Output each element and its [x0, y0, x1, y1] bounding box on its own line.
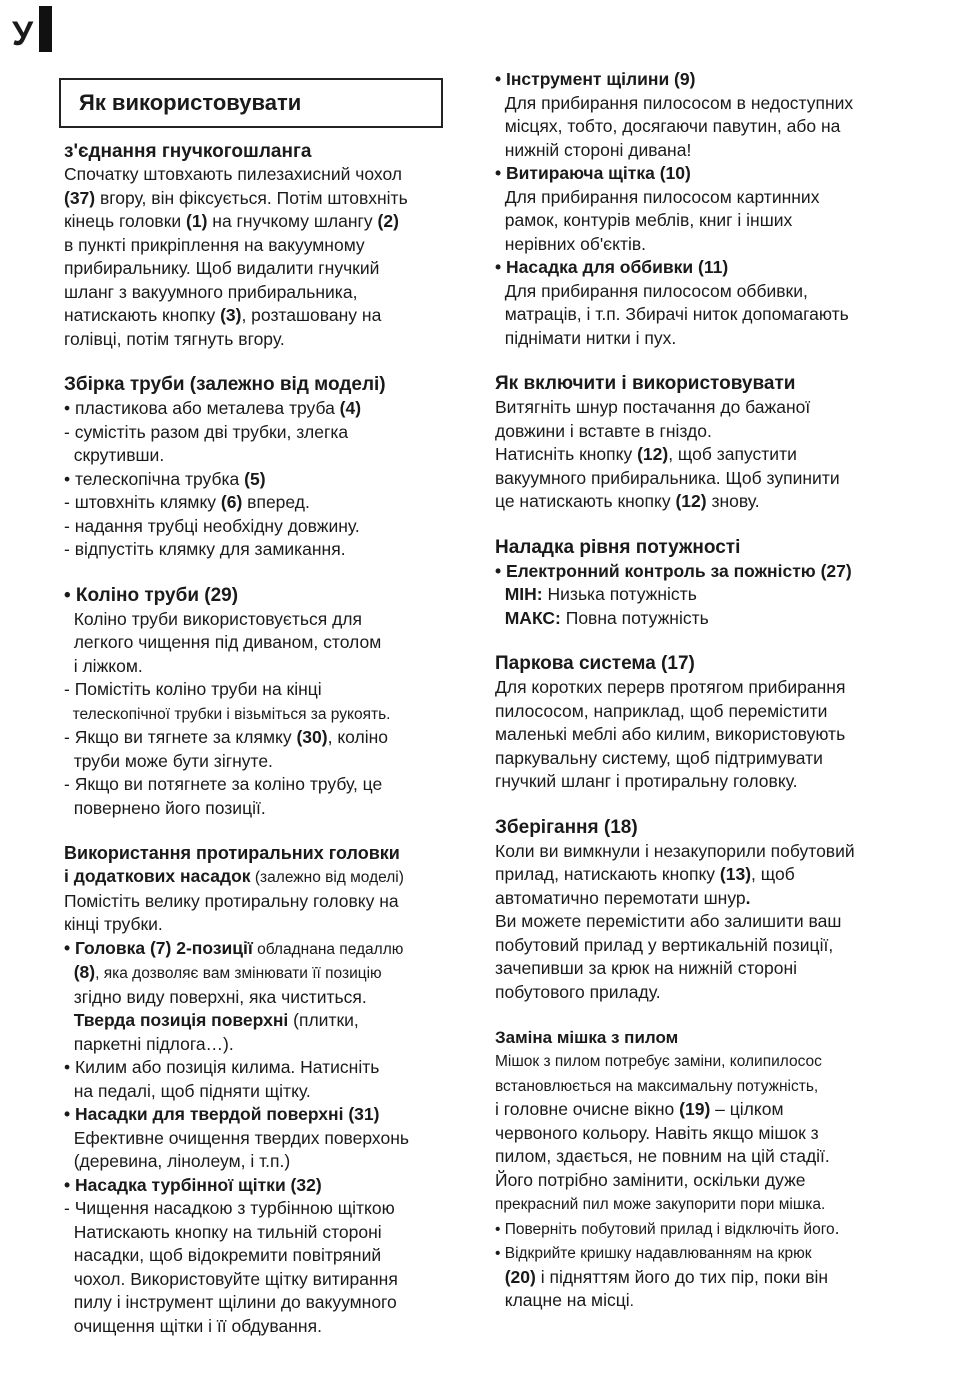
- bold-text: (20): [504, 1266, 536, 1287]
- section-storage: [495, 816, 915, 1005]
- text-line: [495, 1049, 915, 1074]
- text: прекрасний пил може закупорити пори мішка.: [495, 1196, 826, 1213]
- text: паркетні підлога…).: [64, 1033, 234, 1054]
- text: [64, 962, 74, 982]
- text: , яка дозволяє вам змінювати її позицію: [95, 965, 382, 982]
- text: [495, 608, 505, 628]
- text: насадки, щоб відокремити повітряний: [64, 1245, 382, 1265]
- text: , щоб: [751, 864, 795, 884]
- text: - Помістіть коліно труби на кінці: [64, 679, 322, 699]
- section-bag: [495, 1026, 915, 1314]
- text: натискають кнопку: [64, 305, 221, 325]
- left-column: [64, 140, 459, 1360]
- text-line: [64, 608, 459, 632]
- text-line: [495, 957, 915, 981]
- section-body: [64, 865, 459, 1338]
- bold-text: Тверда позиція поверхні: [64, 1010, 289, 1030]
- section-parking: [495, 652, 915, 794]
- text: нерівних об'єктів.: [495, 233, 647, 254]
- text: пилососом, наприклад, щоб перемістити: [495, 700, 828, 721]
- right-column: [495, 68, 915, 1336]
- text: і підняттям його до тих пір, поки він: [535, 1266, 829, 1287]
- text-line: [495, 162, 915, 186]
- language-letter: У: [12, 15, 34, 53]
- text: , щоб запустити: [668, 444, 797, 464]
- section-tube: [64, 373, 459, 562]
- text: паркувальну систему, щоб підтримувати: [495, 747, 823, 768]
- text-line: [64, 1056, 459, 1080]
- text: знову.: [706, 491, 760, 511]
- text: скрутивши.: [64, 445, 165, 465]
- text-line: [64, 1268, 459, 1292]
- text-line: [64, 655, 459, 679]
- page-title: Як використовувати: [79, 90, 302, 115]
- text-line: [64, 797, 459, 821]
- text-line: [495, 1241, 915, 1266]
- text-line: [495, 934, 915, 958]
- text: Для прибирання пилососом оббивки,: [495, 280, 808, 301]
- text: Для прибирання пилососом картинних: [495, 186, 820, 207]
- text: Витягніть шнур постачання до бажаної: [495, 397, 811, 417]
- text-line: [495, 863, 915, 887]
- text-line: [495, 139, 915, 163]
- text: , розташовану на: [241, 305, 382, 325]
- text-line: [64, 1033, 459, 1057]
- bold-text: (19): [679, 1099, 711, 1119]
- text: легкого чищення під диваном, столом: [64, 632, 382, 652]
- text: • Килим або позиція килима. Натисніть: [64, 1057, 380, 1077]
- text: Для прибирання пилососом в недоступних: [495, 92, 854, 113]
- bold-text: • Насадка для оббивки (11): [495, 257, 729, 277]
- text: на педалі, щоб підняти щітку.: [64, 1080, 311, 1101]
- text: , коліно: [327, 727, 389, 747]
- text: вгору, він фіксується. Потім штовхніть: [95, 187, 408, 208]
- section-body: [495, 1049, 915, 1314]
- text-line: [495, 443, 915, 467]
- section-body: [64, 608, 459, 821]
- text: - Якщо ви потягнете за коліно трубу, це: [64, 774, 383, 794]
- bold-text: (37): [64, 187, 96, 208]
- language-marker: [12, 14, 52, 52]
- section-heading: Заміна мішка з пилом: [495, 1028, 679, 1047]
- text-line: [64, 538, 459, 562]
- text: (деревина, лінолеум, і т.п.): [64, 1151, 291, 1171]
- text-line: [64, 444, 459, 468]
- bold-text: МАКС:: [504, 607, 561, 628]
- page-title-box: [59, 78, 443, 128]
- text-line: [495, 747, 915, 771]
- text: побутового приладу.: [495, 981, 661, 1002]
- text: Коліно труби використовується для: [64, 608, 362, 629]
- text-line: [64, 234, 459, 258]
- text: матраців, і т.п. Збирачі ниток допомагають: [495, 304, 849, 324]
- section-body: [64, 397, 459, 562]
- section-hose: [64, 140, 459, 351]
- text-line: [495, 676, 915, 700]
- text-line: [64, 163, 459, 187]
- text: місцях, тобто, досягаючи павутин, або на: [495, 116, 841, 136]
- bold-text: (8): [73, 962, 96, 982]
- text: Для коротких перерв протягом прибирання: [495, 677, 846, 697]
- text-line: [495, 583, 915, 607]
- text: повернено його позиції.: [64, 797, 266, 818]
- text: пилу і інструмент щілини до вакуумного: [64, 1292, 397, 1312]
- section-heading: з'єднання гнучкогошланга: [64, 141, 312, 162]
- text-line: [495, 92, 915, 116]
- text-line: [495, 1122, 915, 1146]
- bold-text: (12): [637, 444, 669, 464]
- section-heading: Як включити і використовувати: [495, 373, 796, 394]
- text-line: [64, 1221, 459, 1245]
- section-heading: Зберігання (18): [495, 816, 638, 838]
- text-line: [495, 770, 915, 794]
- text-line: [495, 560, 915, 584]
- text: обладнана педаллю: [252, 940, 404, 958]
- section-tools: [495, 68, 915, 350]
- section-body: [495, 68, 915, 350]
- text-line: [64, 421, 459, 445]
- text-line: [495, 1145, 915, 1169]
- text: • Поверніть побутовий прилад і відключіть його: [495, 1220, 835, 1238]
- text-line: [64, 986, 459, 1010]
- text-line: [64, 1080, 459, 1104]
- text: - надання трубці необхідну довжину.: [64, 515, 360, 536]
- text: на гнучкому шлангу: [207, 211, 378, 231]
- text-line: [495, 233, 915, 257]
- text-line: [495, 700, 915, 724]
- text-line: [495, 186, 915, 210]
- text-line: [64, 187, 459, 211]
- text: зачепивши за крюк на нижній стороні: [495, 958, 798, 978]
- text: - Чищення насадкою з турбінною щіткою: [64, 1198, 395, 1218]
- text-line: [64, 678, 459, 702]
- text-line: [495, 420, 915, 444]
- text-line: [64, 937, 459, 962]
- section-body: [495, 676, 915, 794]
- text: очищення щітки і її обдування.: [64, 1315, 322, 1336]
- bold-text: МІН:: [504, 584, 543, 604]
- text: кінець головки: [64, 211, 187, 231]
- text: • Відкрийте кришку надавлюванням на крюк: [495, 1245, 812, 1262]
- section-body: [64, 163, 459, 351]
- text: рамок, контурів меблів, книг і інших: [495, 210, 793, 230]
- text-line: [495, 910, 915, 934]
- text: телескопічної трубки і візьміться за рукоять.: [64, 705, 391, 723]
- text-line: [495, 1266, 915, 1290]
- section-heading: Паркова система (17): [495, 653, 695, 674]
- section-body: [495, 396, 915, 514]
- text: червоного кольору. Навіть якщо мішок з: [495, 1122, 819, 1143]
- text-line: [64, 1197, 459, 1221]
- text: прибиральнику. Щоб видалити гнучкий: [64, 258, 380, 278]
- text-line: [64, 1174, 459, 1198]
- text-line: [495, 396, 915, 420]
- text: прилад, натискають кнопку: [495, 864, 720, 884]
- bold-text: • Електронний контроль за пожністю (27): [495, 560, 852, 581]
- text-line: [64, 515, 459, 539]
- text-line: [495, 467, 915, 491]
- text-line: [495, 68, 915, 92]
- text: труби може бути зігнуте.: [64, 750, 273, 771]
- text-line: [495, 1192, 915, 1217]
- text: згідно виду поверхні, яка чиститься.: [64, 986, 367, 1007]
- text: Натисніть кнопку: [495, 444, 638, 464]
- text-line: [64, 1127, 459, 1151]
- bold-text: • Інструмент щілини (9): [495, 69, 696, 89]
- bold-text: (6): [220, 492, 243, 512]
- text: шланг з вакуумного прибиральника,: [64, 281, 358, 302]
- text-line: [64, 865, 459, 890]
- text: [495, 1267, 505, 1287]
- language-bar: [39, 6, 52, 52]
- bold-text: (2): [377, 211, 399, 231]
- text: Помістіть велику протиральну головку на: [64, 890, 399, 911]
- text-line: [64, 961, 459, 986]
- text: • телескопічна трубка: [64, 468, 245, 489]
- text: гнучкий шланг і протиральну головку.: [495, 771, 798, 791]
- bold-text: • Витираюча щітка (10): [495, 163, 691, 183]
- bold-text: (3): [220, 305, 242, 325]
- bold-text: (13): [719, 864, 752, 884]
- text-line: [495, 981, 915, 1005]
- bold-text: (30): [296, 727, 328, 747]
- section-body: [495, 560, 915, 631]
- text: кінці трубки.: [64, 914, 163, 934]
- text: нижній стороні дивана!: [495, 139, 692, 160]
- text-line: [64, 1291, 459, 1315]
- text: .: [629, 1293, 634, 1310]
- section-switch: [495, 372, 915, 514]
- text-line: [495, 327, 915, 351]
- text-line: [64, 750, 459, 774]
- text-line: [495, 280, 915, 304]
- text-line: [64, 726, 459, 750]
- text: Повна потужність: [560, 607, 709, 628]
- text-line: [495, 256, 915, 280]
- text-line: [495, 723, 915, 747]
- text-line: [64, 890, 459, 914]
- text-line: [64, 773, 459, 797]
- text: - штовхніть клямку: [64, 492, 221, 512]
- text: це натискають кнопку: [495, 491, 676, 511]
- text-line: [64, 304, 459, 328]
- text: .: [834, 1217, 840, 1238]
- bold-text: (5): [244, 468, 266, 489]
- text: - сумістіть разом дві трубки, злегка: [64, 421, 349, 442]
- text-line: [64, 328, 459, 352]
- text-line: [64, 1315, 459, 1339]
- section-heading: Збірка труби (залежно від моделі): [64, 374, 386, 395]
- text-line: [495, 303, 915, 327]
- text: в пункті прикріплення на вакуумному: [64, 234, 365, 255]
- text: Спочатку штовхають пилезахисний чохол: [64, 164, 403, 184]
- text-line: [495, 490, 915, 514]
- text-line: [64, 1103, 459, 1127]
- text: автоматично перемотати шнур: [495, 887, 746, 908]
- text: Його потрібно замінити, оскільки дуже: [495, 1169, 806, 1190]
- text: (залежно від моделі): [250, 869, 404, 886]
- text: встановлюється на максимальну потужність,: [495, 1077, 819, 1095]
- text-line: [64, 397, 459, 421]
- text: і головне очисне вікно: [495, 1099, 680, 1119]
- text-line: [495, 607, 915, 631]
- text-line: [64, 913, 459, 937]
- text-line: [495, 840, 915, 864]
- text-line: [64, 210, 459, 234]
- text: піднімати нитки і пух.: [495, 327, 677, 348]
- bold-text: • Головка (7) 2-позиції: [64, 937, 253, 958]
- text: вакуумного прибиральника. Щоб зупинити: [495, 467, 840, 488]
- text: (плитки,: [288, 1010, 359, 1030]
- text: Ви можете перемістити або залишити ваш: [495, 911, 842, 931]
- section-heading: Наладка рівня потужності: [495, 536, 741, 558]
- text-line: [495, 887, 915, 911]
- text: Мішок з пилом потребує заміни, колипилосос: [495, 1053, 822, 1070]
- text: Ефективне очищення твердих поверхонь: [64, 1127, 409, 1148]
- text-line: [64, 702, 459, 727]
- text: • пластикова або металева труба: [64, 398, 340, 418]
- section-heads: [64, 842, 459, 1338]
- text-line: [64, 257, 459, 281]
- text: і ліжком.: [64, 655, 143, 676]
- text-line: [495, 1098, 915, 1122]
- text: маленькі меблі або килим, використовують: [495, 724, 846, 744]
- text-line: [64, 631, 459, 655]
- section-power: [495, 536, 915, 631]
- text: Коли ви вимкнули і незакупорили побутовий: [495, 840, 855, 861]
- section-body: [495, 840, 915, 1005]
- text: – цілком: [710, 1099, 784, 1119]
- text-line: [495, 1289, 915, 1314]
- text: чохол. Використовуйте щітку витирання: [64, 1268, 398, 1289]
- text-line: [64, 1009, 459, 1033]
- text-line: [64, 468, 459, 492]
- section-heading: Використання протиральних головки: [64, 843, 400, 863]
- bold-text: • Насадки для твердой поверхні (31): [64, 1104, 380, 1124]
- bold-text: і додаткових насадок: [64, 866, 251, 886]
- bold-text: .: [745, 887, 751, 908]
- section-heading: • Коліно труби (29): [64, 584, 239, 606]
- text: - Якщо ви тягнете за клямку: [64, 727, 297, 747]
- text-line: [64, 491, 459, 515]
- text: [495, 584, 505, 604]
- text: клацне на місці: [495, 1290, 630, 1310]
- text: побутовий прилад у вертикальній позиції,: [495, 934, 834, 955]
- text-line: [495, 1074, 915, 1099]
- text-line: [64, 1244, 459, 1268]
- text: довжини і вставте в гніздо.: [495, 420, 712, 441]
- text-line: [64, 1150, 459, 1174]
- text: - відпустіть клямку для замикання.: [64, 539, 346, 559]
- text: пилом, здається, не повним на цій стадії.: [495, 1146, 830, 1166]
- text: Натискають кнопку на тильній стороні: [64, 1221, 382, 1242]
- text: вперед.: [242, 492, 310, 512]
- text-line: [495, 115, 915, 139]
- section-knee: [64, 584, 459, 821]
- text-line: [495, 209, 915, 233]
- text: Низька потужність: [542, 584, 697, 604]
- bold-text: • Насадка турбінної щітки (32): [64, 1174, 322, 1195]
- text-line: [495, 1217, 915, 1242]
- bold-text: (4): [339, 398, 362, 418]
- text-line: [495, 1169, 915, 1193]
- bold-text: (12): [675, 491, 707, 511]
- text: голівці, потім тягнуть вгору.: [64, 328, 285, 349]
- text-line: [64, 281, 459, 305]
- bold-text: (1): [186, 211, 208, 231]
